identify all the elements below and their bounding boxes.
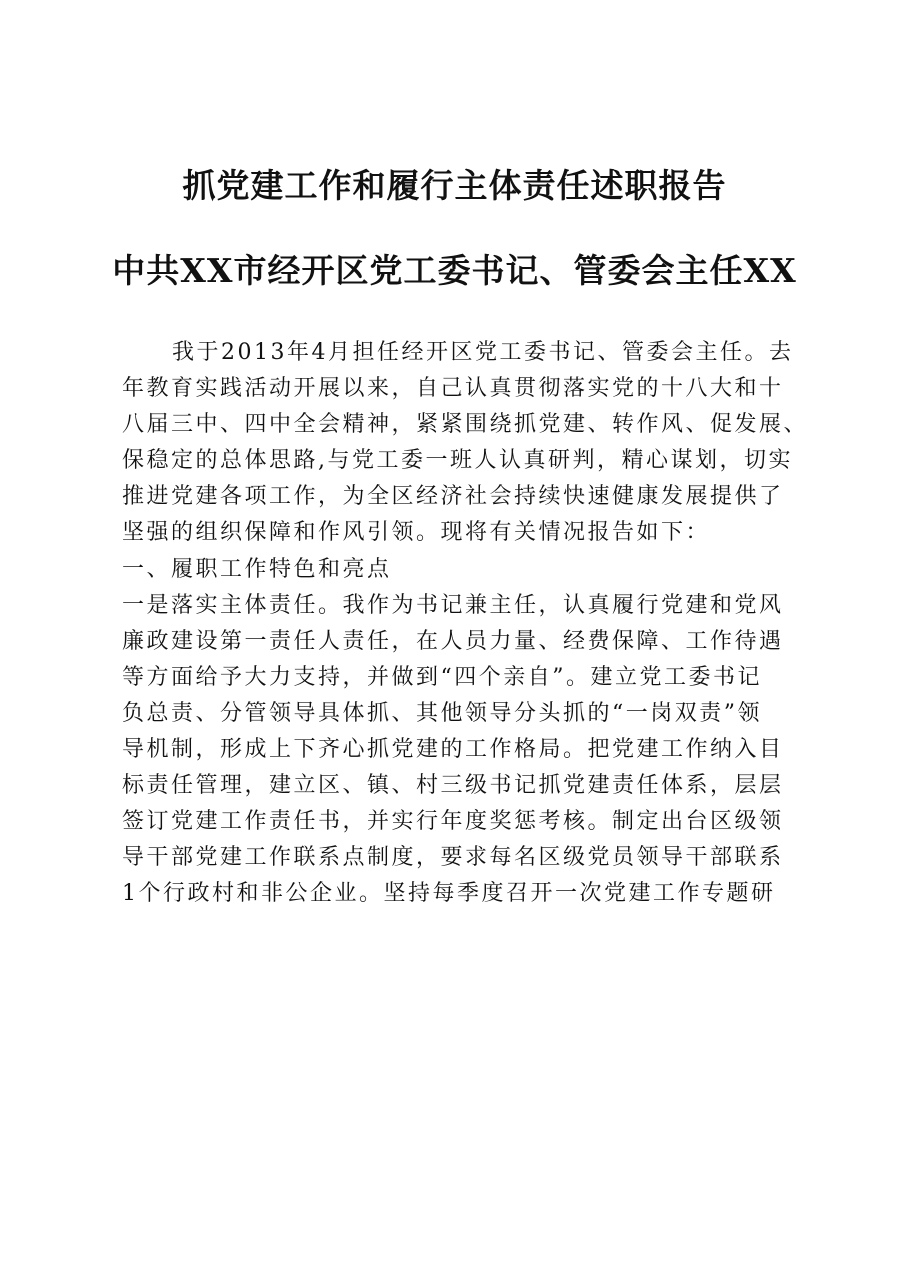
paragraph-line: 坚强的组织保障和作风引领。现将有关情况报告如下： (122, 520, 711, 546)
paragraph-line: 等方面给予大力支持，并做到“四个亲自”。建立党工委书记 (122, 664, 762, 690)
paragraph-line: 导机制，形成上下齐心抓党建的工作格局。把党建工作纳入目 (122, 737, 784, 763)
document-body (122, 335, 807, 913)
paragraph-line: 导干部党建工作联系点制度，要求每名区级党员领导干部联系 (122, 845, 784, 871)
paragraph-line: 推进党建各项工作，为全区经济社会持续快速健康发展提供了 (122, 484, 784, 510)
paragraph-line: 保稳定的总体思路,与党工委一班人认真研判，精心谋划，切实 (122, 448, 793, 474)
paragraph-line: 廉政建设第一责任人责任，在人员力量、经费保障、工作待遇 (122, 628, 784, 654)
document-subtitle: 中共XX市经开区党工委书记、管委会主任XX (112, 251, 797, 290)
paragraph-line: 签订党建工作责任书，并实行年度奖惩考核。制定出台区级领 (122, 809, 784, 835)
paragraph-line: 标责任管理，建立区、镇、村三级书记抓党建责任体系，层层 (122, 773, 784, 799)
section-heading: 一、履职工作特色和亮点 (122, 556, 392, 582)
document-title: 抓党建工作和履行主体责任述职报告 (182, 166, 727, 205)
paragraph-line: 八届三中、四中全会精神，紧紧围绕抓党建、转作风、促发展、 (122, 412, 809, 438)
paragraph-line: 年教育实践活动开展以来，自己认真贯彻落实党的十八大和十 (122, 376, 784, 402)
paragraph-line: 一是落实主体责任。我作为书记兼主任，认真履行党建和党风 (122, 592, 784, 618)
paragraph-line: 我于2013年4月担任经开区党工委书记、管委会主任。去 (172, 340, 794, 365)
paragraph-line: 负总责、分管领导具体抓、其他领导分头抓的“一岗双责”领 (122, 700, 762, 726)
paragraph-line: 1个行政村和非公企业。坚持每季度召开一次党建工作专题研 (122, 881, 776, 907)
